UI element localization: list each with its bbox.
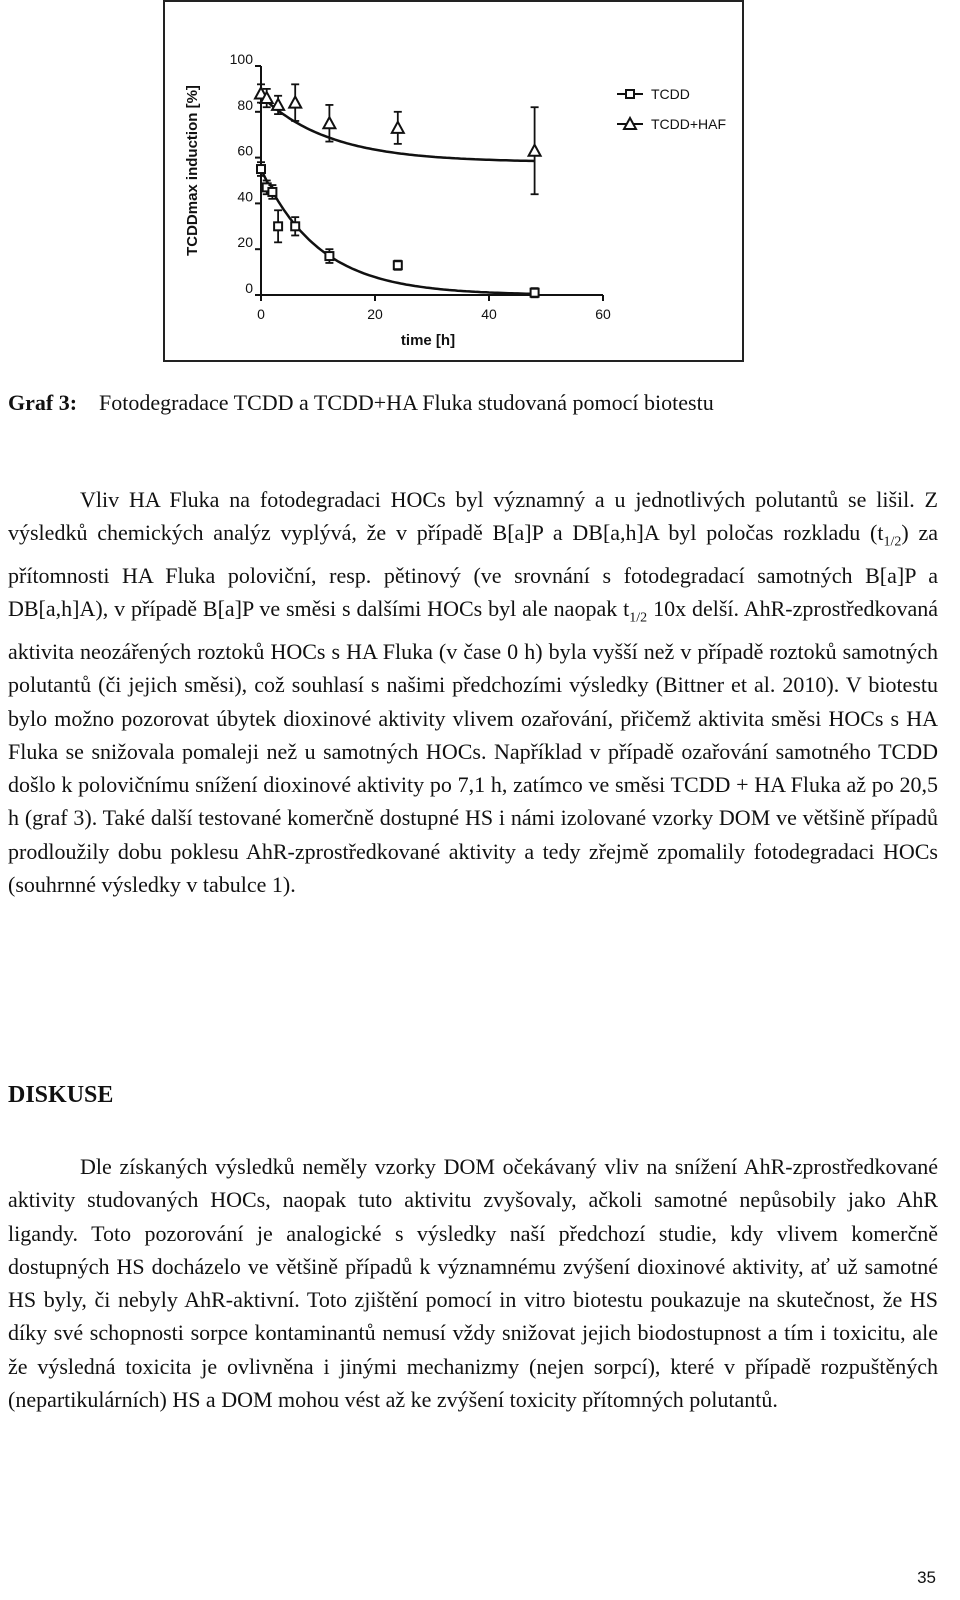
legend-label: TCDD+HAF — [651, 116, 727, 132]
x-axis-label: time [h] — [400, 332, 456, 349]
chart-axes — [184, 51, 611, 349]
data-point-tcdd — [394, 261, 402, 269]
figure-caption — [8, 388, 938, 418]
y-tick-label: 40 — [237, 188, 253, 205]
body-paragraph-discussion — [8, 1150, 938, 1416]
x-tick-label: 60 — [595, 306, 611, 322]
caption-label: Graf 3: — [8, 390, 78, 415]
x-tick-label: 40 — [481, 306, 497, 322]
data-point-tcdd — [268, 188, 276, 196]
paragraph-text: Vliv HA Fluka na fotodegradaci HOCs byl významný a u jednotlivých polutantů se lišil. Z výsledků chemických analýz vyplývá, že v případě B[a]P a DB[a,h]A byl poločas rozkladu $(t_{1/2})$ za přítomnosti HA Fluka poloviční, resp. pětinový (ve srovnání s fotodegradací samotných B[a]P a DB[a,h]A), v případě B[a]P ve směsi s dalšími HOCs byl ale naopak $t_{1/2}$ 10x delší. AhR-zprostředkovaná aktivita neozářených roztoků HOCs s HA Fluka (v čase 0 h) byla vyšší než v případě roztoků samotných polutantů (či jejich směsi), což souhlasí s našimi předchozími výsledky (Bittner et al. 2010). V biotestu bylo možno pozorovat úbytek dioxinové aktivity vlivem ozařování, přičemž aktivita směsi HOCs s HA Fluka se snižovala pomaleji než u samotných HOCs. Například v případě ozařování samotného TCDD došlo k polovičnímu snížení dioxinové aktivity po 7,1 h, zatímco ve směsi TCDD + HA Fluka až po 20,5 h (graf 3). Také další testované komerčně dostupné HS i námi izolované vzorky DOM ve většině případů prodloužily dobu poklesu AhR-zprostředkované aktivity a tedy zřejmě zpomalily fotodegradaci HOCs (souhrnné výsledky v tabulce 1). — [8, 487, 939, 898]
x-tick-label: 0 — [257, 306, 265, 322]
body-paragraph-results — [8, 483, 938, 901]
y-axis-label: TCDDmax induction [%] — [184, 85, 201, 256]
y-tick-label: 60 — [237, 142, 253, 159]
x-tick-label: 20 — [367, 306, 383, 322]
y-tick-label: 0 — [245, 280, 253, 296]
data-point-tcdd-haf — [392, 122, 404, 133]
y-tick-label: 100 — [229, 51, 253, 67]
data-point-tcdd-haf — [323, 117, 335, 128]
y-tick-label: 80 — [237, 96, 253, 113]
chart — [165, 2, 742, 360]
data-point-tcdd-haf — [272, 99, 284, 110]
paragraph-text: Dle získaných výsledků neměly vzorky DOM očekávaný vliv na snížení AhR-zprostředkované aktivity studovaných HOCs, naopak tuto aktivitu zvyšovaly, ačkoli samotné nepůsobily jako AhR ligandy. Toto pozorování je analogické s výsledky naší předchozí studie, kdy vlivem komerčně dostupných HS docházelo ve většině případů k významnému zvýšení dioxinové aktivity, ať už samotné HS byly, či nebyly AhR-aktivní. Toto zjištění pomocí in vitro biotestu poukazuje na skutečnost, že HS díky své schopnosti sorpce kontaminantů nemusí vždy snižovat jejich biodostupnost a tím i toxicitu, ale že výsledná toxicita je ovlivněna i jinými mechanizmy (nejen sorpcí), které v případě rozpuštěných (nepartikulárních) HS a DOM mohou vést až ke zvýšení toxicity přítomných polutantů. — [8, 1154, 938, 1413]
chart-legend — [617, 86, 726, 132]
section-heading: DISKUSE — [8, 1082, 114, 1108]
data-point-tcdd — [257, 165, 265, 173]
data-point-tcdd — [291, 222, 299, 230]
data-point-tcdd-haf — [529, 145, 541, 156]
data-point-tcdd — [274, 222, 282, 230]
data-point-tcdd-haf — [289, 97, 301, 108]
data-point-tcdd — [325, 252, 333, 260]
data-point-tcdd — [531, 289, 539, 297]
y-tick-label: 20 — [237, 234, 253, 251]
chart-points — [255, 84, 541, 297]
legend-marker — [626, 90, 634, 98]
page-number: 35 — [917, 1568, 936, 1587]
legend-label: TCDD — [651, 86, 690, 102]
fit-curve-tcdd — [261, 169, 535, 294]
figure-frame — [163, 0, 744, 362]
caption-text: Fotodegradace TCDD a TCDD+HA Fluka studovaná pomocí biotestu — [99, 390, 714, 415]
